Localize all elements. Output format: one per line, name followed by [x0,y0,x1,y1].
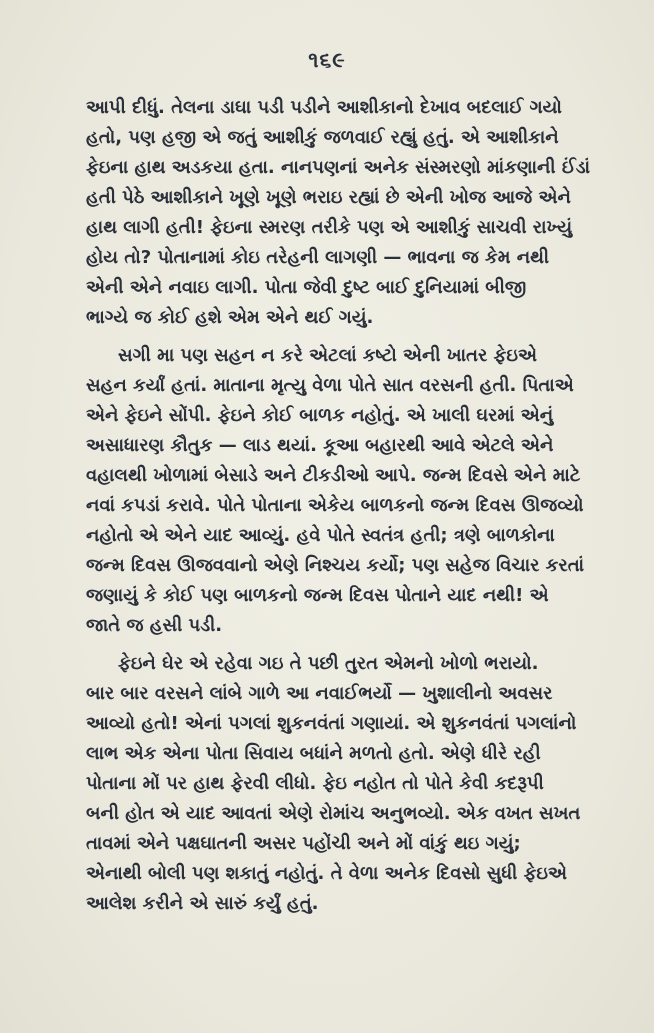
text-line: આવ્યો હતો! એનાં પગલાં શુકનવંતાં ગણાયાં. એ શુકનવંતાં પગલાંનો [86,713,577,734]
paragraph-2 [86,341,626,641]
text-line: હોય તો? પોતાનામાં કોઇ તરેહની લાગણી — ભાવના જ કેમ નથી [86,247,550,268]
text-line: આપી દીધું. તેલના ડાઘા પડી પડીને આશીકાનો દેખાવ બદલાઈ ગયો [86,97,562,118]
text-line: જણાયું કે કોઈ પણ બાળકનો જન્મ દિવસ પોતાને યાદ નથી! એ [86,585,549,606]
text-line: આલેશ કરીને એ સારું કર્યું હતું. [86,893,319,914]
text-line: બની હોત એ યાદ આવતાં એણે રોમાંચ અનુભવ્યો. એક વખત સખત [86,803,581,824]
text-line: ફેઇના હાથ અડકયા હતા. નાનપણનાં અનેક સંસ્મરણો માંકણાની ઈંડાં [86,157,591,178]
text-line: લાભ એક એના પોતા સિવાય બધાંને મળતો હતો. એણે ધીરે રહી [86,743,541,764]
text-line: અસાધારણ કૌતુક — લાડ થયાં. કૂઆ બહારથી આવે એટલે એને [86,435,554,456]
text-line: તાવમાં એને પક્ષઘાતની અસર પહોંચી અને મોં વાંકું થઇ ગયું; [86,833,521,854]
text-line: એને ફેઇને સોંપી. ફેઇને કોઈ બાળક નહોતું. એ ખાલી ઘરમાં એનું [86,405,554,426]
text-line: ફેઇને ઘેર એ રહેવા ગઇ તે પછી તુરત એમનો ખોળો ભરાયો. [118,653,539,674]
text-line: સગી મા પણ સહન ન કરે એટલાં કષ્ટો એની ખાતર ફેઇએ [118,345,537,366]
text-line: વહાલથી ખોળામાં બેસાડે અને ટીકડીઓ આપે. જન્મ દિવસે એને માટે [86,465,581,486]
text-line: હતી પેઠે આશીકાને ખૂણે ખૂણે ભરાઇ રહ્યાં છે એની ખોજ આજે એને [86,187,571,208]
text-line: હતો, પણ હજી એ જતું આશીકું જળવાઈ રહ્યું હતું. એ આશીકાને [86,127,559,148]
text-line: એની એને નવાઇ લાગી. પોતા જેવી દુષ્ટ બાઈ દુનિયામાં બીજી [86,277,527,298]
text-line: બાર બાર વરસને લાંબે ગાળે આ નવાઈભર્યો — ખુશાલીનો અવસર [86,683,553,704]
text-line: નહોતો એ એને યાદ આવ્યું. હવે પોતે સ્વતંત્ર હતી; ત્રણે બાળકોના [86,525,555,546]
text-line: જન્મ દિવસ ઊજવવાનો એણે નિશ્ચય કર્યો; પણ સહેજ વિચાર કરતાં [86,555,585,576]
text-line: નવાં કપડાં કરાવે. પોતે પોતાના એકેય બાળકનો જન્મ દિવસ ઊજવ્યો [86,495,584,516]
paragraph-3 [86,649,626,919]
page-number: ૧૬૯ [308,48,346,72]
text-line: ભાગ્યે જ કોઈ હશે એમ એને થઈ ગયું. [86,307,374,328]
text-line: હાથ લાગી હતી! ફેઇના સ્મરણ તરીકે પણ એ આશીકું સાચવી રાખ્યું [86,217,573,238]
text-line: એનાથી બોલી પણ શકાતું નહોતું. તે વેળા અનેક દિવસો સુધી ફેઇએ [86,863,567,884]
text-line: સહન કર્યાં હતાં. માતાના મૃત્યુ વેળા પોતે સાત વરસની હતી. પિતાએ [86,375,574,396]
paragraph-1 [86,93,626,333]
body-text [86,93,626,919]
text-line: પોતાના મોં પર હાથ ફેરવી લીધો. ફેઇ નહોત તો પોતે કેવી કદરૂપી [86,773,544,794]
text-line: જાતે જ હસી પડી. [86,615,223,636]
